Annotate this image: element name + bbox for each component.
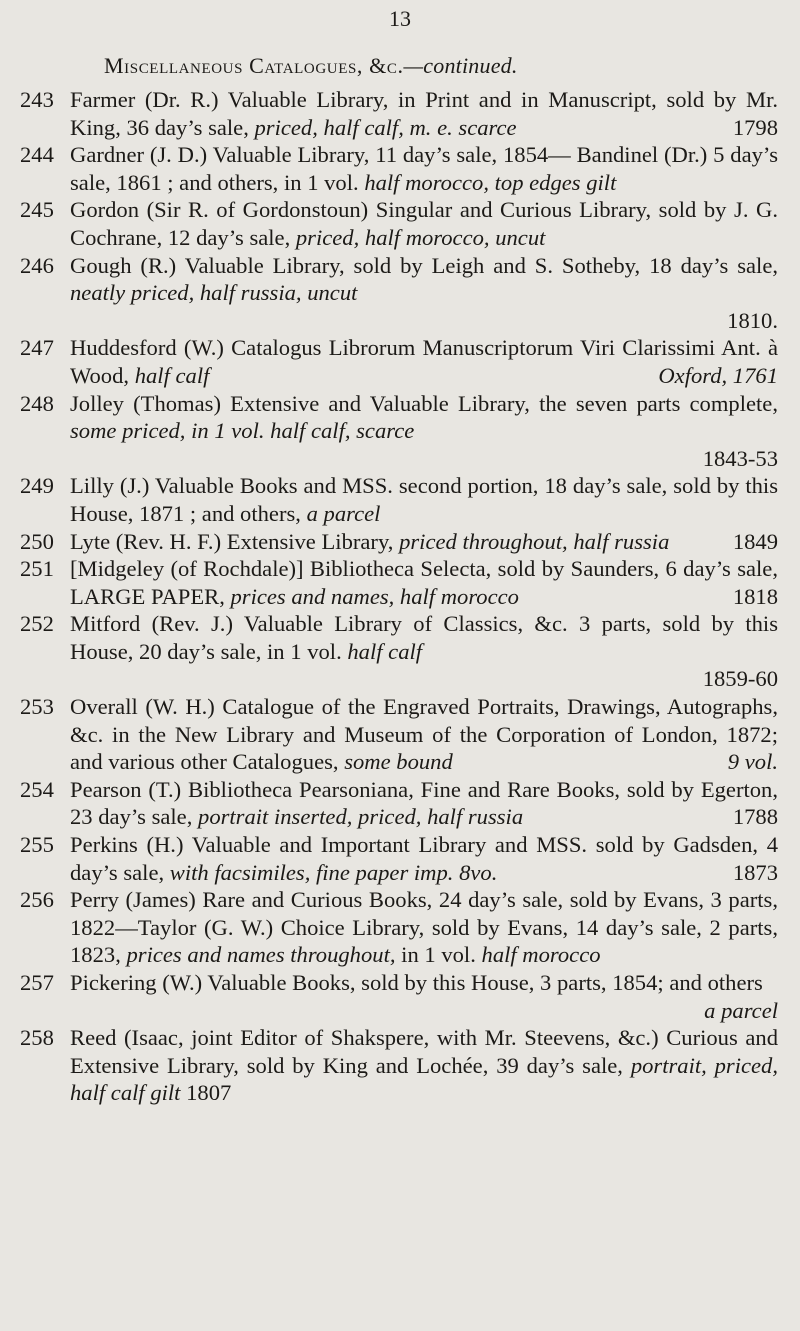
entry-condition: prices and names throughout,	[126, 942, 396, 968]
entry-description: Lilly (J.) Valuable Books and MSS. second portion, 18 day’s sale, sold by this House, 1871 ; and others,	[70, 473, 778, 526]
entry-description: Gough (R.) Valuable Library, sold by Leigh and S. Sotheby, 18 day’s sale,	[70, 252, 778, 278]
entry-condition: some bound	[344, 749, 453, 775]
entry-condition: a parcel	[306, 500, 381, 526]
entry-condition: prices and names, half morocco	[230, 583, 519, 609]
entry-number: 245	[20, 197, 54, 223]
entry-number: 258	[20, 1025, 54, 1051]
catalogue-entry	[20, 472, 778, 527]
entry-condition: priced, half calf, m. e. scarce	[254, 114, 517, 140]
catalogue-entry	[20, 141, 778, 196]
entry-number: 251	[20, 556, 54, 582]
catalogue-entry	[20, 776, 778, 831]
entry-volume-note: in 1 vol.	[401, 942, 476, 968]
entry-condition: half calf	[347, 638, 423, 664]
catalogue-entries	[20, 86, 778, 1107]
entry-description: Pearson (T.) Bibliotheca Pearsoniana, Fine and Rare Books, sold by Egerton, 23 day’s sale,	[70, 776, 778, 830]
entry-description: Gordon (Sir R. of Gordonstoun) Singular and Curious Library, sold by J. G. Cochrane, 12 day’s sale,	[70, 197, 778, 250]
catalogue-entry	[20, 610, 778, 693]
entry-number: 253	[20, 694, 54, 720]
catalogue-entry	[20, 693, 778, 776]
entry-condition: neatly priced, half russia, uncut	[70, 280, 358, 306]
entry-date: 1818	[732, 583, 778, 609]
entry-text	[70, 252, 778, 335]
entry-text	[70, 1024, 778, 1107]
entry-description: Mitford (Rev. J.) Valuable Library of Classics, &c. 3 parts, sold by this House, 20 day’s sale, in 1 vol.	[70, 611, 778, 664]
entry-condition: portrait, priced, half calf gilt	[70, 1052, 778, 1106]
entry-description: Overall (W. H.) Catalogue of the Engraved Portraits, Drawings, Autographs, &c. in the New Library and Museum of the Corporation of London, 1872; and various other Catalogues,	[70, 694, 778, 775]
entry-date: 1798	[732, 114, 778, 140]
catalogue-entry	[20, 831, 778, 886]
entry-text	[70, 390, 778, 473]
entry-number: 254	[20, 776, 54, 802]
catalogue-entry	[20, 86, 778, 141]
entry-description: Farmer (Dr. R.) Valuable Library, in Print and in Manuscript, sold by Mr. King, 36 day’s sale,	[70, 87, 778, 140]
entry-text	[70, 610, 778, 693]
catalogue-entry	[20, 969, 778, 1024]
entry-description: Gardner (J. D.) Valuable Library, 11 day’s sale, 1854— Bandinel (Dr.) 5 day’s sale, 1861 ; and others, in 1 vol.	[70, 142, 778, 195]
catalogue-entry	[20, 196, 778, 251]
entry-description: Pickering (W.) Valuable Books, sold by this House, 3 parts, 1854; and others	[70, 970, 763, 995]
entry-text	[70, 334, 778, 389]
entry-description: Perkins (H.) Valuable and Important Library and MSS. sold by Gadsden, 4 day’s sale,	[70, 832, 778, 885]
entry-number: 257	[20, 970, 54, 995]
entry-condition: half morocco, top edges gilt	[364, 169, 617, 195]
catalogue-entry	[20, 555, 778, 610]
entry-text	[70, 141, 778, 196]
entry-text	[70, 969, 778, 1024]
entry-imprint: Oxford, 1761	[658, 362, 778, 388]
entry-number: 252	[20, 611, 54, 637]
entry-text	[70, 555, 778, 610]
entry-binding: half morocco	[481, 942, 601, 968]
catalogue-entry	[20, 252, 778, 335]
catalogue-entry	[20, 886, 778, 969]
entry-description: Huddesford (W.) Catalogus Librorum Manuscriptorum Viri Clarissimi Ant. à Wood,	[70, 335, 778, 388]
entry-condition: priced throughout, half russia	[399, 528, 670, 554]
entry-condition: portrait inserted, priced, half russia	[198, 804, 524, 830]
entry-description: [Midgeley (of Rochdale)] Bibliotheca Selecta, sold by Saunders, 6 day’s sale, LARGE PAPER,	[70, 556, 778, 609]
entry-number: 256	[20, 887, 54, 913]
entry-number: 249	[20, 473, 54, 499]
entry-text	[70, 472, 778, 527]
entry-number: 255	[20, 832, 54, 858]
entry-date: 1859-60	[702, 666, 778, 692]
entry-description: Perry (James) Rare and Curious Books, 24 day’s sale, sold by Evans, 3 parts, 1822—Taylor (G. W.) Choice Library, sold by Evans, 14 day’s sale, 2 parts, 1823,	[70, 887, 778, 968]
entry-description: Jolley (Thomas) Extensive and Valuable Library, the seven parts complete,	[70, 390, 778, 416]
entry-number: 243	[20, 87, 54, 112]
entry-text	[70, 776, 778, 831]
entry-date: 1810.	[727, 307, 778, 333]
entry-condition: half calf	[134, 362, 210, 388]
page-number: 13	[389, 6, 411, 31]
entry-text	[70, 886, 778, 969]
entry-description: Lyte (Rev. H. F.) Extensive Library,	[70, 528, 400, 554]
entry-number: 250	[20, 528, 54, 554]
entry-text	[70, 831, 778, 886]
catalogue-entry	[20, 1024, 778, 1107]
entry-description: Reed (Isaac, joint Editor of Shakspere, with Mr. Steevens, &c.) Curious and Extensive Library, sold by King and Lochée, 39 day’s sale,	[70, 1025, 778, 1078]
entry-condition: with facsimiles, fine paper imp. 8vo.	[169, 859, 498, 885]
entry-date: 1788	[732, 804, 778, 830]
entry-number: 244	[20, 142, 54, 168]
entry-date: 1843-53	[702, 445, 778, 471]
running-head	[104, 52, 518, 80]
entry-volumes: 9 vol.	[727, 749, 778, 775]
catalogue-entry	[20, 528, 778, 556]
entry-condition: a parcel	[704, 997, 778, 1023]
catalogue-entry	[20, 334, 778, 389]
entry-condition: priced, half morocco, uncut	[295, 224, 546, 250]
entry-text	[70, 528, 778, 556]
entry-text	[70, 196, 778, 251]
entry-text	[70, 693, 778, 776]
running-head-continued: —continued.	[403, 53, 518, 78]
entry-condition: some priced, in 1 vol. half calf, scarce	[70, 418, 415, 444]
entry-date: 1873	[732, 859, 778, 885]
entry-number: 247	[20, 335, 54, 361]
entry-number: 246	[20, 252, 54, 278]
entry-date: 1807	[186, 1080, 232, 1106]
catalogue-entry	[20, 390, 778, 473]
entry-number: 248	[20, 390, 54, 416]
entry-text	[70, 86, 778, 141]
running-head-title: Miscellaneous Catalogues, &c.	[104, 53, 404, 78]
entry-date: 1849	[732, 528, 778, 554]
